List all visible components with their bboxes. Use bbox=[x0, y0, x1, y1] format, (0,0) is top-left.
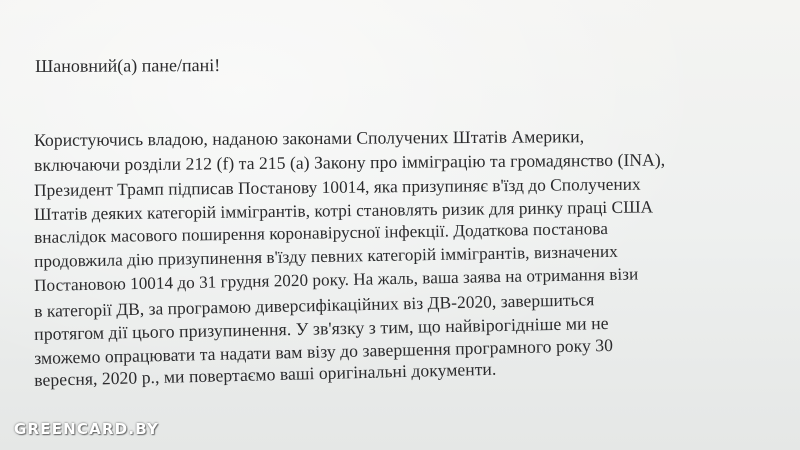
letter-greeting: Шановний(а) пане/пані! bbox=[35, 55, 221, 76]
site-watermark: GREENCARD.BY bbox=[14, 420, 160, 438]
paragraph-line: в категорії ДВ, за програмою диверсифікаційних віз ДВ-2020, завершиться bbox=[34, 289, 595, 321]
paragraph-line: Штатів деяких категорій іммігрантів, котрі становлять ризик для ринку праці США bbox=[34, 197, 654, 224]
paragraph-line: Президент Трамп підписав Постанову 10014, яка призупиняє в'їзд до Сполучених bbox=[34, 174, 641, 200]
paragraph-line: вересня, 2020 р., ми повертаємо ваші оригінальні документи. bbox=[34, 358, 497, 390]
paragraph-line: внаслідок масового поширення коронавірусної інфекції. Додаткова постанова bbox=[34, 218, 609, 247]
paragraph-line: продовжила дію призупинення в'їзду певних категорій іммігрантів, визначених bbox=[34, 241, 619, 271]
paragraph-line: включаючи розділи 212 (f) та 215 (a) Закону про імміграцію та громадянство (INA), bbox=[34, 149, 666, 175]
paragraph-line: протягом дії цього призупинення. У зв'язку з тим, що найвірогідніше ми не bbox=[34, 312, 609, 344]
paragraph-line: Постановою 10014 до 31 грудня 2020 року. На жаль, ваша заява на отримання візи bbox=[34, 264, 639, 295]
paragraph-line: Користуючись владою, наданою законами Сполучених Штатів Америки, bbox=[34, 126, 585, 150]
paragraph-line: зможемо опрацювати та надати вам візу до завершення програмного року 30 bbox=[34, 334, 614, 368]
